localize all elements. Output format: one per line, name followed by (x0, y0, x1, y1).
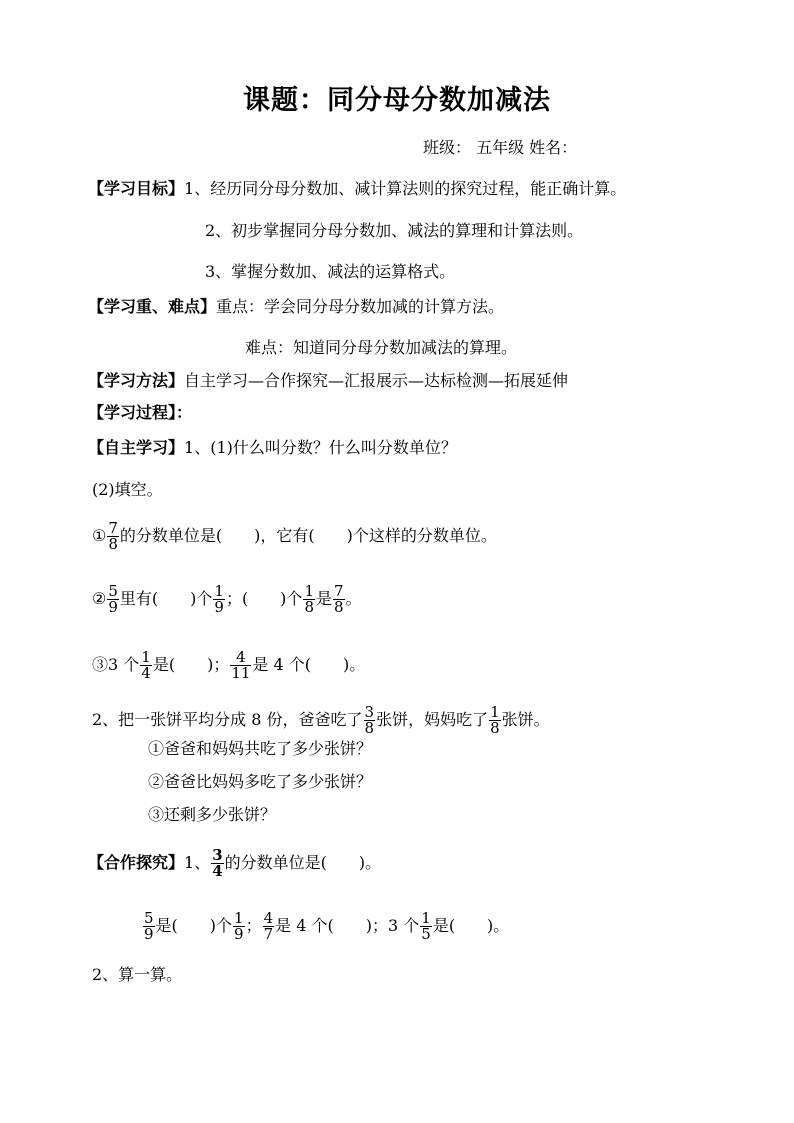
fraction: $\frac{1}{9}$ (214, 582, 224, 616)
self-study-q3 (92, 705, 550, 736)
method-line (88, 370, 568, 392)
goals-label: 【学习目标】 (88, 179, 185, 198)
fraction: $\frac{7}{8}$ (108, 519, 118, 553)
fraction: $\frac{1}{8}$ (490, 703, 500, 737)
fill-text: 的分数单位是( )。 (224, 853, 382, 872)
page-title: 课题：同分母分数加减法 (243, 85, 551, 116)
fill-item-3 (92, 650, 365, 681)
hard-point: 难点：知道同分母分数加减法的算理。 (245, 338, 518, 357)
key-point: 重点：学会同分母分数加减的计算方法。 (216, 297, 505, 316)
fill-text: ； (245, 916, 262, 935)
fraction: $\frac{4}{11}$ (231, 648, 251, 682)
fraction: $\frac{5}{9}$ (144, 909, 154, 943)
fill-text: 是 (315, 589, 332, 608)
fill-text: 是 4 个( )；3 个 (275, 916, 420, 935)
fill-text: 张饼。 (501, 710, 550, 729)
fraction: $\frac{1}{9}$ (234, 909, 244, 943)
fraction: $\frac{1}{5}$ (421, 909, 431, 943)
method-label: 【学习方法】 (88, 371, 185, 390)
sub-question-1: ①爸爸和妈妈共吃了多少张饼？ (148, 739, 373, 758)
self-study-line (88, 437, 457, 459)
fill-text: 的分数单位是( )，它有( )个这样的分数单位。 (119, 526, 497, 545)
fill-text: 。 (345, 589, 362, 608)
goals-line-1 (88, 178, 626, 200)
cooperate-line (88, 848, 381, 879)
fill-text: 是( )。 (432, 916, 510, 935)
method-text: 自主学习—合作探究—汇报展示—达标检测—拓展延伸 (184, 371, 569, 390)
self-study-label: 【自主学习】 (88, 438, 185, 457)
goal-1: 1、经历同分母分数加、减计算法则的探究过程，能正确计算。 (184, 179, 627, 198)
sub-question-3: ③还剩多少张饼？ (148, 805, 277, 824)
fill-text: 1、 (184, 853, 211, 872)
process-label: 【学习过程】： (88, 403, 193, 422)
keypoints-label: 【学习重、难点】 (88, 297, 217, 316)
sub-question-2: ②爸爸比妈妈多吃了多少张饼？ (148, 772, 373, 791)
fraction: $\frac{4}{7}$ (263, 909, 274, 943)
keypoints-line (88, 296, 504, 318)
fill-text: 2、把一张饼平均分成 8 份，爸爸吃了 (92, 710, 363, 729)
circled-number: ① (92, 526, 107, 545)
cooperate-q3: 2、算一算。 (92, 965, 183, 984)
goal-3: 3、掌握分数加、减法的运算格式。 (205, 262, 456, 281)
self-study-q1: 1、(1)什么叫分数？什么叫分数单位？ (184, 438, 457, 457)
fill-text: 是( )个 (155, 916, 233, 935)
fraction: $\frac{3}{8}$ (364, 703, 375, 737)
cooperate-label: 【合作探究】 (88, 853, 185, 872)
fraction: $\frac{7}{8}$ (334, 582, 344, 616)
fill-item-1 (92, 521, 497, 552)
class-name-line: 班级： 五年级 姓名： (423, 138, 578, 157)
fill-text: ③3 个 (92, 655, 140, 674)
fraction: $\frac{1}{4}$ (141, 648, 151, 682)
fraction: $\frac{3}{4}$ (212, 846, 223, 880)
fill-text: 是( )； (152, 655, 230, 674)
cooperate-q2 (142, 911, 509, 942)
self-study-q2: (2)填空。 (92, 480, 163, 499)
fill-text: 张饼，妈妈吃了 (376, 710, 489, 729)
fill-item-2 (92, 584, 362, 615)
goal-2: 2、初步掌握同分母分数加、减法的算理和计算法则。 (205, 221, 584, 240)
fill-text: 里有( )个 (119, 589, 213, 608)
fill-text: 是 4 个( )。 (252, 655, 366, 674)
fill-text: ；( )个 (225, 589, 303, 608)
fraction: $\frac{1}{8}$ (304, 582, 314, 616)
circled-number: ② (92, 589, 107, 608)
fraction: $\frac{5}{9}$ (108, 582, 118, 616)
